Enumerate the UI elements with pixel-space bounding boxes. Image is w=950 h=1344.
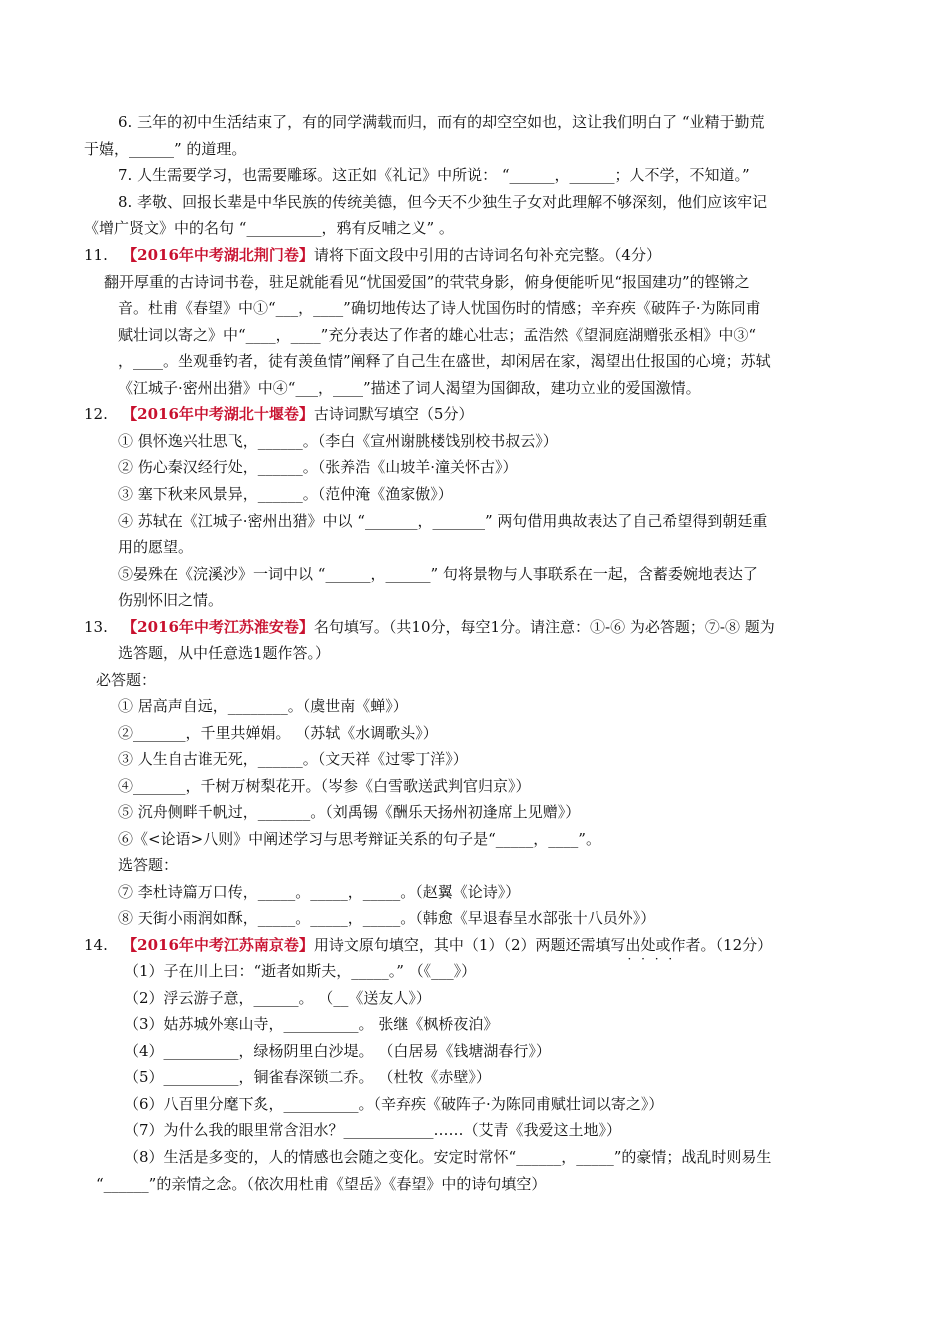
question-source: 【2016年中考江苏淮安卷】: [122, 618, 314, 636]
question-source: 【2016年中考湖北荆门卷】: [122, 246, 314, 264]
q13-item-7: ⑦ 李杜诗篇万口传，_____。_____，_____。（赵翼《论诗》）: [118, 883, 521, 901]
q13-prompt-line-2: 选答题，从中任意选1题作答。）: [118, 644, 331, 662]
emphasis-dots: 出处或作者 · · · ·: [626, 936, 701, 954]
item-8-line-1: 8. 孝敬、回报长辈是中华民族的传统美德，但今天不少独生子女对此理解不够深刻，他们应该牢记: [118, 193, 768, 211]
item-6-line-1: 6. 三年的初中生活结束了，有的同学满载而归，而有的却空空如也，这让我们明白了 “业精于勤荒: [118, 113, 765, 131]
q13-item-2: ②_______，千里共婵娟。 （苏轼《水调歌头》）: [118, 724, 438, 742]
question-12-header: [84, 404, 473, 424]
q12-item-5-line-1: ⑤晏殊在《浣溪沙》一词中以 “______，______” 句将景物与人事联系在一起，含蓄委婉地表达了: [118, 565, 758, 583]
q12-item-1: ① 俱怀逸兴壮思飞，______。（李白《宣州谢朓楼饯别校书叔云》）: [118, 432, 558, 450]
question-prompt: 请将下面文段中引用的古诗词名句补充完整。（4分）: [313, 246, 661, 264]
q12-item-4-line-2: 用的愿望。: [118, 538, 194, 556]
q14-item-7: （7）为什么我的眼里常含泪水？____________……（艾青《我爱这土地》）: [124, 1121, 622, 1139]
q12-item-2: ② 伤心秦汉经行处，______。（张养浩《山坡羊·潼关怀古》）: [118, 458, 518, 476]
question-number: 12.: [84, 405, 108, 423]
question-number: 11.: [84, 246, 108, 264]
q13-required-heading: 必答题：: [96, 671, 157, 689]
q11-passage-line-2: 音。杜甫《春望》中①“___，____”确切地传达了诗人忧国伤时的情感；辛弃疾《破阵子·为陈同甫: [118, 299, 761, 317]
q12-item-4-line-1: ④ 苏轼在《江城子·密州出猎》中以 “_______，_______” 两句借用典故表达了自己希望得到朝廷重: [118, 512, 768, 530]
q14-item-1: （1）子在川上曰：“逝者如斯夫，_____。” （《___》）: [124, 962, 477, 980]
q11-passage-line-5: 《江城子·密州出猎》中④“___，____”描述了词人渴望为国御敌，建功立业的爱国激情。: [118, 379, 701, 397]
item-7-line: 7. 人生需要学习，也需要雕琢。这正如《礼记》中所说： “______，______；人不学，不知道。”: [118, 166, 750, 184]
q12-item-3: ③ 塞下秋来风景异，______。（范仲淹《渔家傲》）: [118, 485, 453, 503]
q13-item-1: ① 居高声自远，________。（虞世南《蝉》）: [118, 697, 408, 715]
q13-item-5: ⑤ 沉舟侧畔千帆过，_______。（刘禹锡《酬乐天扬州初逢席上见赠》）: [118, 803, 581, 821]
q11-passage-line-4: ，____。坐观垂钓者，徒有羡鱼情”阐释了自己生在盛世，却闲居在家，渴望出仕报国的心境；苏轼: [118, 352, 771, 370]
question-source: 【2016年中考湖北十堰卷】: [122, 405, 314, 423]
q14-item-6: （6）八百里分麾下炙，__________。（辛弃疾《破阵子·为陈同甫赋壮词以寄之》）: [124, 1095, 664, 1113]
q13-item-8: ⑧ 天街小雨润如酥，_____。_____，_____。（韩愈《早退春呈水部张十八员外》）: [118, 909, 656, 927]
q14-item-4: （4）__________，绿杨阴里白沙堤。 （白居易《钱塘湖春行》）: [124, 1042, 551, 1060]
question-points: 。（12分）: [700, 936, 773, 954]
question-11-header: [84, 245, 661, 265]
question-prompt: 古诗词默写填空（5分）: [313, 405, 474, 423]
q13-item-4: ④_______，千树万树梨花开。（岑参《白雪歌送武判官归京》）: [118, 777, 531, 795]
question-number: 14.: [84, 936, 108, 954]
q13-item-6: ⑥《<论语>八则》中阐述学习与思考辩证关系的句子是“_____，____”。: [118, 830, 601, 848]
question-number: 13.: [84, 618, 108, 636]
q14-item-3: （3）姑苏城外寒山寺，__________。 张继《枫桥夜泊》: [124, 1015, 499, 1033]
q13-optional-heading: 选答题：: [118, 856, 179, 874]
question-prompt: 用诗文原句填空，其中（1）（2）两题还需填写: [313, 936, 626, 954]
q14-item-2: （2）浮云游子意，______。 （__《送友人》）: [124, 989, 431, 1007]
q11-passage-line-1: 翻开厚重的古诗词书卷，驻足就能看见“忧国爱国”的茕茕身影，俯身便能听见“报国建功”的铿锵之: [104, 273, 750, 291]
item-8-line-2: 《增广贤文》中的名句 “__________，鸦有反哺之义” 。: [84, 219, 454, 237]
q14-item-5: （5）__________，铜雀春深锁二乔。 （杜牧《赤壁》）: [124, 1068, 491, 1086]
q13-item-3: ③ 人生自古谁无死，______。（文天祥《过零丁洋》）: [118, 750, 468, 768]
question-source: 【2016年中考江苏南京卷】: [122, 936, 314, 954]
question-prompt: 名句填写。（共10分，每空1分。请注意：①-⑥ 为必答题；⑦-⑧ 题为: [313, 618, 775, 636]
question-13-header: [84, 617, 775, 637]
q12-item-5-line-2: 伤别怀旧之情。: [118, 591, 224, 609]
question-14-header: [84, 935, 772, 955]
q14-item-8-line-1: （8）生活是多变的，人的情感也会随之变化。安定时常怀“______，_____”的豪情；战乱时则易生: [124, 1148, 772, 1166]
q11-passage-line-3: 赋壮词以寄之》中“____，____”充分表达了作者的雄心壮志；孟浩然《望洞庭湖赠张丞相》中③“: [118, 326, 757, 344]
q14-item-8-line-2: “______”的亲情之念。（依次用杜甫《望岳》《春望》中的诗句填空）: [96, 1175, 547, 1193]
item-6-line-2: 于嬉，______” 的道理。: [84, 140, 247, 158]
